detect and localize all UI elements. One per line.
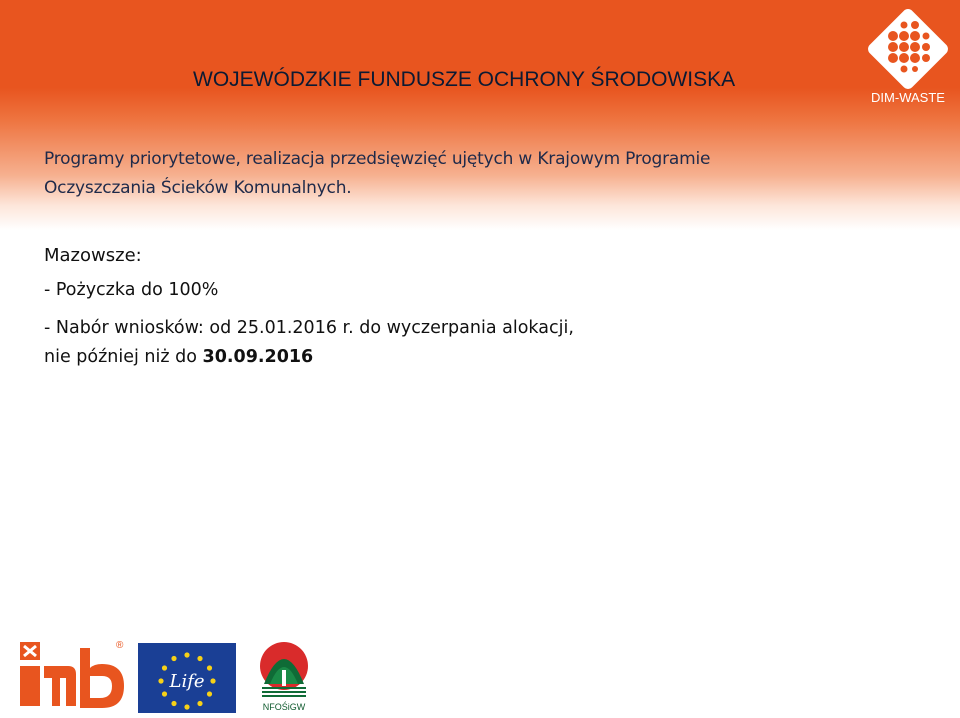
list-item-application [44, 314, 744, 372]
dim-waste-logo [860, 4, 956, 110]
intro-line-2: Oczyszczania Ścieków Komunalnych. [44, 178, 352, 198]
application-deadline [44, 343, 744, 372]
dim-waste-logo-mark [860, 4, 956, 90]
region-label: Mazowsze: [44, 245, 142, 266]
intro-text [44, 145, 864, 203]
eu-life-logo [138, 643, 236, 713]
list-item-loan: - Pożyczka do 100% [44, 280, 219, 300]
deadline-date: 30.09.2016 [202, 347, 314, 367]
nfosigw-label: NFOŚiGW [262, 702, 306, 712]
imb-logo [18, 640, 128, 710]
registered-mark: ® [116, 640, 124, 651]
life-wordmark: Life [169, 671, 205, 692]
nfosigw-logo [256, 640, 312, 716]
eu-life-flag [138, 643, 236, 713]
page-title: WOJEWÓDZKIE FUNDUSZE OCHRONY ŚRODOWISKA [193, 68, 736, 91]
intro-line-1: Programy priorytetowe, realizacja przedsięwzięć ujętych w Krajowym Programie [44, 149, 711, 169]
nfosigw-emblem [256, 640, 312, 702]
imb-logo-mark [18, 640, 128, 710]
application-period: - Nabór wniosków: od 25.01.2016 r. do wyczerpania alokacji, [44, 318, 574, 338]
deadline-prefix: nie później niż do [44, 347, 203, 367]
dim-waste-logo-text: DIM-WASTE [871, 90, 945, 105]
